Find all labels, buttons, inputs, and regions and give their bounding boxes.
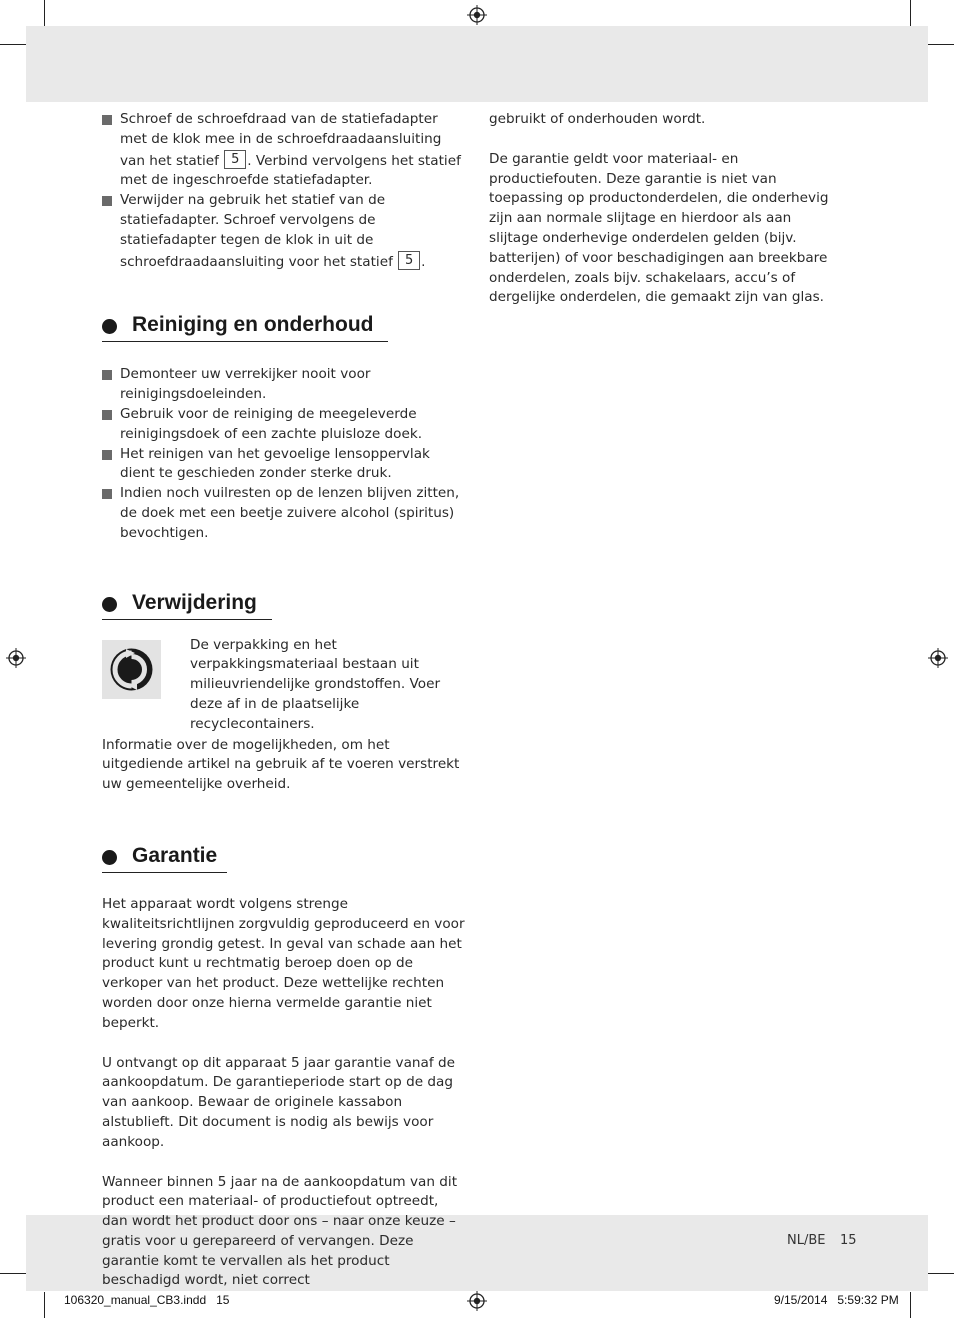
heading-bullet-icon bbox=[102, 597, 117, 612]
list-item-text: . bbox=[421, 253, 426, 270]
part-reference-box: 5 bbox=[224, 150, 246, 169]
crop-mark bbox=[928, 44, 954, 45]
heading-text: Garantie bbox=[132, 843, 218, 867]
bullet-square-icon bbox=[102, 450, 112, 460]
registration-mark-icon bbox=[6, 648, 26, 668]
header-band bbox=[26, 26, 928, 102]
locale-label: NL/BE bbox=[787, 1233, 826, 1248]
crop-mark bbox=[910, 0, 911, 26]
recycling-notice bbox=[102, 636, 468, 736]
list-item-text: . Verbind vervolgens het statief met de ingeschroefde statiefadapter. bbox=[120, 152, 461, 189]
list-item-text: Gebruik voor de reiniging de meegeleverde reinigingsdoek of een zachte pluisloze doek. bbox=[120, 405, 423, 442]
heading-underline bbox=[102, 872, 227, 873]
tripod-instructions-list bbox=[102, 110, 468, 272]
list-item-text: Schroef de schroefdraad van de statiefadapter met de klok mee in de schroefdraadaansluiting van het statief bbox=[120, 111, 442, 169]
section-heading-cleaning bbox=[102, 312, 468, 342]
crop-mark bbox=[910, 1292, 911, 1318]
bullet-square-icon bbox=[102, 115, 112, 125]
crop-mark bbox=[44, 0, 45, 26]
warranty-paragraph: De garantie geldt voor materiaal- en productiefouten. Deze garantie is niet van toepassing op productonderdelen, die onderhevig zijn aan normale slijtage en hierdoor als aan slijtage onderhevige onderdelen gelden (bijv. batterijen) of voor beschadigingen aan breekbare onderdelen, zoals bijv. schakelaars, accu’s of dergelijke onderdelen, die gemaakt zijn van glas. bbox=[489, 150, 829, 306]
list-item bbox=[102, 365, 468, 405]
section-heading-disposal bbox=[102, 590, 468, 620]
heading-bullet-icon bbox=[102, 319, 117, 334]
recycling-text: De verpakking en het verpakkingsmateriaal bestaan uit milieuvriendelijke grondstoffen. Voer deze af in de plaatselijke recyclecontainers. bbox=[190, 636, 441, 732]
bullet-square-icon bbox=[102, 489, 112, 499]
registration-mark-icon bbox=[467, 5, 487, 25]
crop-mark bbox=[928, 1273, 954, 1274]
bullet-square-icon bbox=[102, 196, 112, 206]
heading-underline bbox=[102, 341, 388, 342]
left-column bbox=[102, 110, 468, 1291]
right-column bbox=[489, 110, 834, 308]
warranty-continued-paragraph: gebruikt of onderhouden wordt. bbox=[489, 111, 706, 127]
warranty-paragraph: Wanneer binnen 5 jaar na de aankoopdatum van dit product een materiaal- of productiefout optreedt, dan wordt het product door ons – naar onze keuze – gratis voor u gerepareerd of vervangen. Deze garantie komt te vervallen als het product beschadigd wordt, niet correct bbox=[102, 1173, 458, 1289]
crop-mark bbox=[0, 44, 26, 45]
page-number: 15 bbox=[840, 1233, 857, 1248]
bullet-square-icon bbox=[102, 370, 112, 380]
part-reference-box: 5 bbox=[398, 251, 420, 270]
list-item bbox=[102, 110, 468, 191]
registration-mark-icon bbox=[928, 648, 948, 668]
list-item-text: Indien noch vuilresten op de lenzen blijven zitten, de doek met een beetje zuivere alcohol (spiritus) bevochtigen. bbox=[120, 485, 460, 541]
heading-text: Reiniging en onderhoud bbox=[132, 313, 374, 337]
list-item-text: Het reinigen van het gevoelige lensoppervlak dient te geschieden zonder sterke druk. bbox=[120, 445, 430, 482]
list-item bbox=[102, 484, 468, 543]
disposal-paragraph: Informatie over de mogelijkheden, om het uitgediende artikel na gebruik af te voeren verstrekt uw gemeentelijke overheid. bbox=[102, 736, 460, 793]
list-item bbox=[102, 405, 468, 445]
list-item bbox=[102, 445, 468, 485]
print-timestamp: 9/15/2014 5:59:32 PM bbox=[774, 1293, 899, 1307]
list-item bbox=[102, 191, 468, 272]
bullet-square-icon bbox=[102, 410, 112, 420]
section-heading-warranty bbox=[102, 843, 468, 873]
warranty-paragraph: U ontvangt op dit apparaat 5 jaar garantie vanaf de aankoopdatum. De garantieperiode start op de dag van aankoop. Bewaar de originele kassabon alstublieft. Dit document is nodig als bewijs voor aankoop. bbox=[102, 1054, 455, 1150]
heading-underline bbox=[102, 619, 272, 620]
heading-text: Verwijdering bbox=[132, 590, 257, 614]
file-slug: 106320_manual_CB3.indd 15 bbox=[64, 1293, 230, 1307]
crop-mark bbox=[0, 1273, 26, 1274]
registration-mark-icon bbox=[467, 1291, 487, 1311]
green-dot-recycling-icon bbox=[102, 640, 161, 699]
cleaning-list bbox=[102, 365, 468, 543]
list-item-text: Verwijder na gebruik het statief van de statiefadapter. Schroef vervolgens de statiefadapter tegen de klok in uit de schroefdraadaansluiting voor het statief bbox=[120, 192, 398, 270]
warranty-paragraph: Het apparaat wordt volgens strenge kwaliteitsrichtlijnen zorgvuldig geproduceerd en voor levering grondig getest. In geval van schade aan het product kunt u rechtmatig beroep doen op de verkoper van het product. Deze wettelijke rechten worden door onze hierna vermelde garantie niet beperkt. bbox=[102, 895, 465, 1031]
crop-mark bbox=[44, 1292, 45, 1318]
heading-bullet-icon bbox=[102, 850, 117, 865]
list-item-text: Demonteer uw verrekijker nooit voor reinigingsdoeleinden. bbox=[120, 366, 371, 403]
